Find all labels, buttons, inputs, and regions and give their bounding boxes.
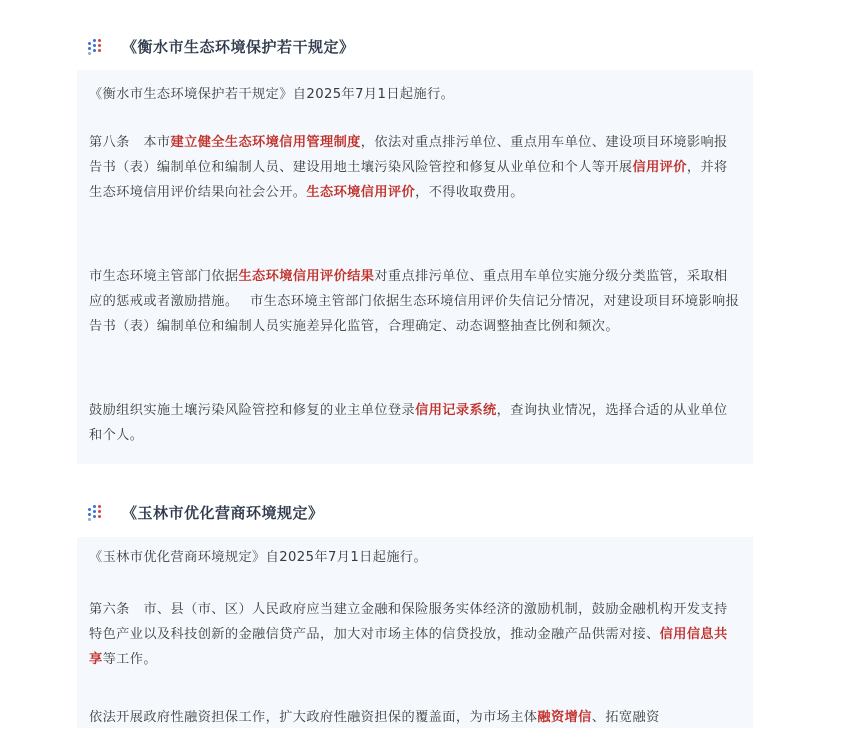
dots-decoration-icon [88,505,104,521]
highlight-text: 信用信息共享 [89,627,728,667]
section-title-text: 《玉林市优化营商环境规定》 [122,504,324,522]
highlight-text: 生态环境信用评价 [306,185,416,200]
dots-decoration-icon [88,39,104,55]
section-title-hengshui [88,36,355,57]
encouragement-paragraph: 鼓励组织实施土壤污染风险管控和修复的业主单位登录信用记录系统，查询执业情况，选择合适的从业单位和个人。 [89,403,728,443]
regulation-panel-yulin [77,537,753,728]
highlight-text: 生态环境信用评价结果 [238,269,375,284]
regulation-panel-hengshui [77,70,753,464]
article-paragraph: 第六条 市、县（市、区）人民政府应当建立金融和保险服务实体经济的激励机制，鼓励金融机构开发支持特色产业以及科技创新的金融信贷产品，加大对市场主体的信贷投放，推动金融产品供需对接、信用信息共享等工作。 [89,602,728,667]
supervision-paragraph: 市生态环境主管部门依据生态环境信用评价结果对重点排污单位、重点用车单位实施分级分类监管，采取相应的惩戒或者激励措施。 市生态环境主管部门依据生态环境信用评价失信记分情况，对建设项目环境影响报告书（表）编制单位和编制人员实施差异化监管，合理确定、动态调整抽查比例和频次。 [89,269,740,334]
highlight-text: 信用记录系统 [415,403,497,418]
section-title-yulin [88,502,324,523]
highlight-text: 融资增信 [537,710,592,725]
highlight-text: 建立健全生态环境信用管理制度 [170,135,361,150]
highlight-text: 信用评价 [632,160,687,175]
section-title-text: 《衡水市生态环境保护若干规定》 [122,38,355,56]
intro-paragraph: 《衡水市生态环境保护若干规定》自2025年7月1日起施行。 [89,87,455,102]
article-paragraph: 第八条 本市建立健全生态环境信用管理制度，依法对重点排污单位、重点用车单位、建设项目环境影响报告书（表）编制单位和编制人员、建设用地土壤污染风险管控和修复从业单位和个人等开展信用评价，并将生态环境信用评价结果向社会公开。生态环境信用评价，不得收取费用。 [89,135,728,200]
financing-paragraph: 依法开展政府性融资担保工作，扩大政府性融资担保的覆盖面，为市场主体融资增信、拓宽融资 [89,710,660,725]
intro-paragraph: 《玉林市优化营商环境规定》自2025年7月1日起施行。 [89,550,428,565]
